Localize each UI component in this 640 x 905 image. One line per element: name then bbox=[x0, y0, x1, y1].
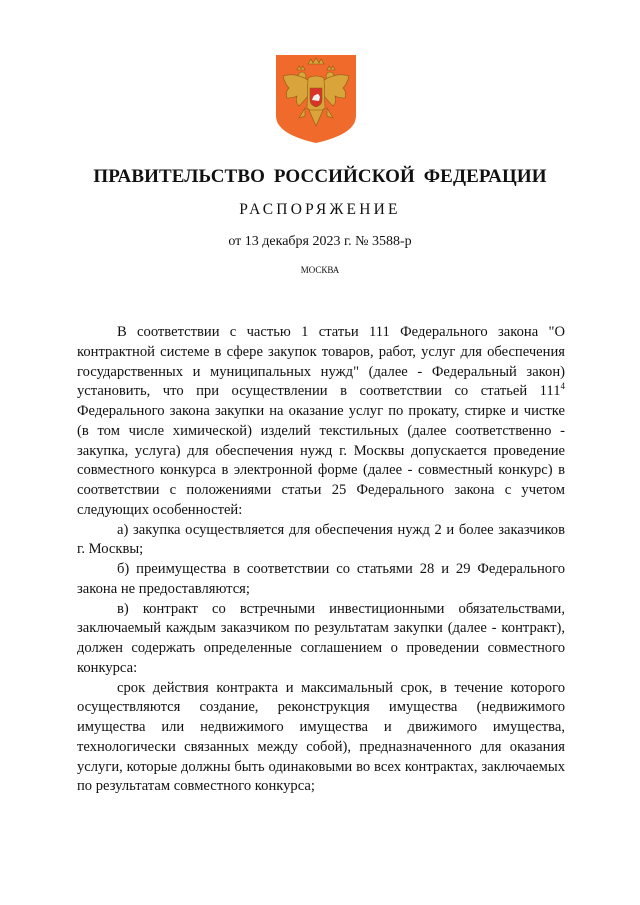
paragraph-item-a: а) закупка осуществляется для обеспечения нужд 2 и более заказчиков г. Москвы; bbox=[77, 521, 565, 558]
document-city: МОСКВА bbox=[300, 265, 340, 275]
paragraph-item-b: б) преимущества в соответствии со статьями 28 и 29 Федерального закона не предоставляются; bbox=[77, 561, 565, 597]
document-date-number: от 13 декабря 2023 г. № 3588-р bbox=[228, 234, 412, 249]
paragraph-item-c: в) контракт со встречными инвестиционными обязательствами, заключаемый каждым заказчиком по результатам закупки (далее - контракт), должен содержать определенные соглашением о проведении совместного конкурса: bbox=[77, 600, 565, 676]
paragraph-contract-term: срок действия контракта и максимальный срок, в течение которого осуществляются создание, реконструкция имущества (недвижимого имущества или недвижимого имущества и движимого имущества, технологически связанных между собой), предназначенного для оказания услуги, которые должны быть одинаковыми во всех контрактах, заключаемых по результатам совместного конкурса; bbox=[77, 679, 565, 795]
superscript-article-index: 4 bbox=[560, 381, 565, 392]
paragraph-intro-part1: В соответствии с частью 1 статьи 111 Федерального закона "О контрактной системе в сфере закупок товаров, работ, услуг для обеспечения государственных и муниципальных нужд" (далее - Федеральный закон) установить, что при осуществлении в соответствии со статьей 111 bbox=[77, 324, 565, 400]
russian-coat-of-arms-icon bbox=[275, 54, 357, 144]
paragraph-intro-part2: Федерального закона закупки на оказание услуг по прокату, стирке и чистке (в том числе химической) изделий текстильных (далее соответственно - закупка, услуга) для обеспечения нужд г. Москвы допускается проведение совместного конкурса в электронной форме (далее - совместный конкурс) в соответствии с положениями статьи 25 Федерального закона с учетом следующих особенностей: bbox=[77, 403, 565, 518]
document-type: РАСПОРЯЖЕНИЕ bbox=[239, 201, 401, 218]
document-body bbox=[77, 323, 565, 797]
organization-title: ПРАВИТЕЛЬСТВО РОССИЙСКОЙ ФЕДЕРАЦИИ bbox=[93, 166, 547, 187]
paragraph-intro bbox=[77, 323, 565, 521]
